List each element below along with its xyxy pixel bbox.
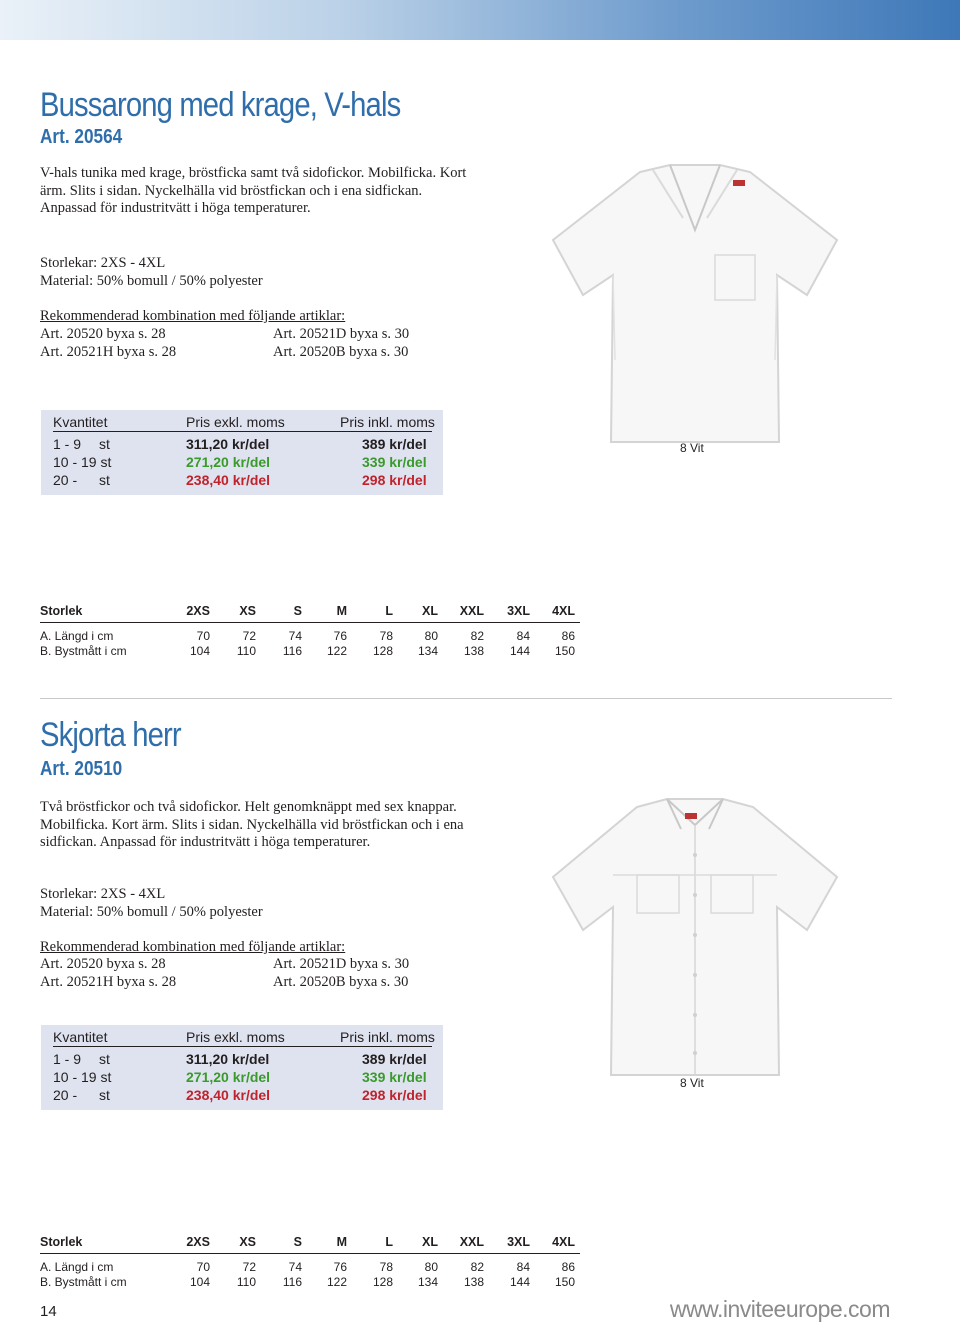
size-header-cell: M [336,604,347,618]
price-in: 339 kr/del [362,454,427,470]
size-cell: 134 [417,1275,438,1289]
size-cell: 122 [326,644,347,658]
size-header-row [40,1235,580,1250]
size-cell: 72 [242,629,256,643]
size-header-cell: M [336,1235,347,1249]
sizes-line: Storlekar: 2XS - 4XL [40,255,166,271]
size-header-cell: S [293,1235,302,1249]
size-header-cell: 4XL [552,604,575,618]
size-header-cell: XXL [459,1235,484,1249]
size-cell: 82 [470,1260,484,1274]
price-row [41,436,443,454]
product-art-number: Art. 20510 [40,758,123,780]
color-label: 8 Vit [680,441,704,455]
size-cell: 128 [372,1275,393,1289]
recommendation-list [40,956,460,991]
size-header-cell: 2XS [186,1235,210,1249]
size-header-rule [40,1253,580,1254]
material-line: Material: 50% bomull / 50% polyester [40,904,263,920]
size-cell: 144 [509,1275,530,1289]
price-head-ex: Pris exkl. moms [186,414,285,430]
price-in: 389 kr/del [362,436,427,452]
price-ex: 311,20 kr/del [186,436,270,452]
price-qty: 1 - 9 [53,1051,82,1067]
combo-item: Art. 20520B byxa s. 30 [273,343,409,360]
price-qty: 10 - 19 st [53,1069,112,1085]
shirt-image [545,795,845,1085]
combo-item: Art. 20520 byxa s. 28 [40,326,166,342]
header-gradient-bar [0,0,960,40]
size-row-label: B. Bystmått i cm [40,644,127,658]
price-row [41,472,443,490]
size-header-cell: S [293,604,302,618]
price-head-rule [53,1046,432,1047]
size-row-label: A. Längd i cm [40,1260,114,1274]
price-in: 389 kr/del [362,1051,427,1067]
size-cell: 86 [561,629,575,643]
v-neck-tunic-image [545,160,845,450]
size-header-cell: 2XS [186,604,210,618]
price-ex: 311,20 kr/del [186,1051,270,1067]
price-head-qty: Kvantitet [53,414,108,430]
size-cell: 116 [282,1275,302,1289]
size-cell: 122 [326,1275,347,1289]
website-link[interactable]: www.inviteeurope.com [669,1296,890,1322]
size-header-cell: 4XL [552,1235,575,1249]
price-unit: st [99,472,110,488]
price-qty: 1 - 9 [53,436,82,452]
size-header-cell: XS [239,1235,256,1249]
price-table [41,410,443,495]
recommendation-title: Rekommenderad kombination med följande artiklar: [40,939,346,955]
material-line: Material: 50% bomull / 50% polyester [40,273,263,289]
combo-item: Art. 20521H byxa s. 28 [40,973,177,990]
size-cell: 78 [379,629,393,643]
size-cell: 116 [282,644,302,658]
price-qty: 20 - [53,1087,78,1103]
price-unit: st [99,436,110,452]
size-header-cell: L [385,604,393,618]
size-cell: 128 [372,644,393,658]
price-ex: 238,40 kr/del [186,472,271,488]
combo-item: Art. 20521D byxa s. 30 [273,956,410,972]
price-ex: 271,20 kr/del [186,454,271,470]
size-cell: 84 [516,629,530,643]
size-cell: 86 [561,1260,575,1274]
price-in: 339 kr/del [362,1069,427,1085]
size-header-cell: XXL [459,604,484,618]
size-cell: 134 [417,644,438,658]
size-cell: 80 [424,629,438,643]
size-header-cell: 3XL [507,1235,530,1249]
price-unit: st [99,1051,110,1067]
color-label: 8 Vit [680,1076,704,1090]
product-art-number: Art. 20564 [40,126,123,148]
size-row-label: A. Längd i cm [40,629,114,643]
product-title: Skjorta herr [40,716,181,754]
combo-item: Art. 20520B byxa s. 30 [273,973,409,990]
price-head-rule [53,431,432,432]
combo-item: Art. 20520 byxa s. 28 [40,956,166,972]
combo-item: Art. 20521D byxa s. 30 [273,326,410,342]
size-cell: 80 [424,1260,438,1274]
price-ex: 271,20 kr/del [186,1069,271,1085]
price-head-qty: Kvantitet [53,1029,108,1045]
size-header-cell: XL [422,604,438,618]
size-table [40,604,580,659]
price-unit: st [99,1087,110,1103]
size-row [40,1260,580,1275]
size-cell: 110 [236,1275,256,1289]
size-header-cell: XL [422,1235,438,1249]
size-cell: 76 [333,629,347,643]
size-cell: 76 [333,1260,347,1274]
price-row [41,1069,443,1087]
size-header-rule [40,622,580,623]
size-cell: 104 [189,644,210,658]
sizes-line: Storlekar: 2XS - 4XL [40,886,166,902]
price-row [41,1051,443,1069]
price-table [41,1025,443,1110]
size-cell: 70 [196,1260,210,1274]
section-divider [40,698,892,699]
price-row [41,1087,443,1105]
size-row [40,644,580,659]
size-cell: 104 [189,1275,210,1289]
price-in: 298 kr/del [362,1087,427,1103]
size-cell: 70 [196,629,210,643]
page-number: 14 [40,1303,57,1320]
size-table [40,1235,580,1290]
size-cell: 74 [288,1260,302,1274]
price-head-in: Pris inkl. moms [340,414,435,430]
product-description: V-hals tunika med krage, bröstficka samt två sidofickor. Mobilficka. Kort ärm. Slits i sidan. Nyckelhälla vid bröstfickan och i ena sidfickan. Anpassad för industritvätt i höga temperaturer. [40,165,467,216]
price-ex: 238,40 kr/del [186,1087,271,1103]
size-cell: 150 [554,644,575,658]
recommendation-list [40,326,460,361]
price-qty: 20 - [53,472,78,488]
size-cell: 144 [509,644,530,658]
size-header-cell: 3XL [507,604,530,618]
size-cell: 150 [554,1275,575,1289]
size-header-row [40,604,580,619]
price-qty: 10 - 19 st [53,454,112,470]
size-header-label: Storlek [40,604,83,618]
size-row [40,629,580,644]
size-header-cell: L [385,1235,393,1249]
size-header-cell: XS [239,604,256,618]
price-in: 298 kr/del [362,472,427,488]
size-cell: 84 [516,1260,530,1274]
price-head-in: Pris inkl. moms [340,1029,435,1045]
size-cell: 78 [379,1260,393,1274]
size-cell: 74 [288,629,302,643]
recommendation-title: Rekommenderad kombination med följande artiklar: [40,308,346,324]
combo-item: Art. 20521H byxa s. 28 [40,343,177,360]
price-head-ex: Pris exkl. moms [186,1029,285,1045]
size-cell: 138 [463,644,484,658]
size-cell: 138 [463,1275,484,1289]
size-cell: 110 [236,644,256,658]
product-title: Bussarong med krage, V-hals [40,86,401,124]
size-row [40,1275,580,1290]
size-cell: 72 [242,1260,256,1274]
size-row-label: B. Bystmått i cm [40,1275,127,1289]
price-row [41,454,443,472]
size-header-label: Storlek [40,1235,83,1249]
size-cell: 82 [470,629,484,643]
product-description: Två bröstfickor och två sidofickor. Helt genomknäppt med sex knappar. Mobilficka. Kort ärm. Slits i sidan. Nyckelhälla vid bröstfickan och i ena sidfickan. Anpassad för industritvätt i höga temperaturer. [40,799,464,850]
